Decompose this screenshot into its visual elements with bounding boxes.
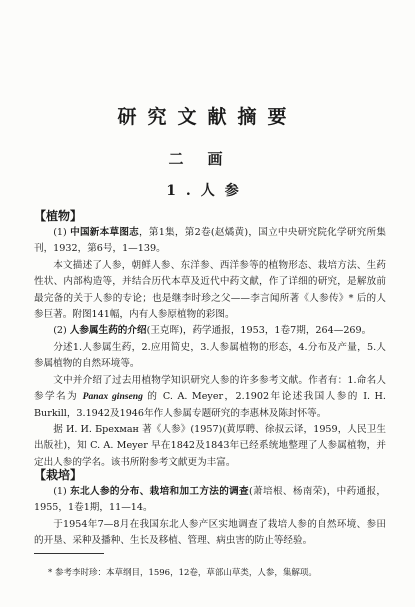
reference-2-title: 人参属生药的介绍 [69,325,147,336]
reference-1 [34,225,386,258]
section-heading-plant: 【植物】 [34,209,83,223]
abstract-2-references-part-a: 文中并介绍了过去用植物学知识研究人参的许多参考文献。作者有：1.命名人参学名为 [34,375,386,403]
reference-3-citation: (萧培根、杨南荣)，中药通报，1955，1卷1期，11—14。 [34,486,386,514]
entry-title: 1.人参 [166,183,249,199]
reference-1-citation: ，第1集，第2卷(赵燏黄)，国立中央研究院化学研究所集刊，1932，第6号，1—139。 [34,227,386,255]
page-title: 研究文献摘要 [117,106,298,128]
reference-3-title: 东北人参的分布、栽培和加工方法的调查 [70,486,249,497]
reference-1-title: 中国新本草图志 [70,227,140,238]
abstract-1: 本文描述了人参，朝鲜人参、东洋参、西洋参等的植物形态、栽培方法、生药性状、内部构造等，并结合历代本草及近代中药文献，作了详细的研究，是解放前最完备的关于人参的专论；也是继李时珍之父——李言闻所著《人参传》* 后的人参巨著。附图141幅，内有人参原植物的彩图。 [34,260,386,321]
reference-2 [34,323,386,339]
chapter-heading: 二画 [168,150,247,168]
reference-2-citation: (王克晖)，药学通报，1953，1卷7期，264—269。 [146,325,372,336]
scientific-name: Panax ginseng [82,391,143,403]
footnote-divider [34,553,104,554]
abstract-3: 于1954年7—8月在我国东北人参产区实地调查了栽培人参的自然环境、参田的开垦、采种及播种、生长及移植、管理、病虫害的防止等经验。 [34,519,386,547]
abstract-2-references-part-b: 的 C. A. Meyer，2.1902年论述我国人参的 I. H. Burkill，3.1942及1946年作人参属专题研究的李惠林及陈封怀等。 [34,391,386,419]
abstract-2-brekhman: 据 И. И. Брехман 著《人参》(1957)(黄厚聘、徐叔云译，1959，人民卫生出版社)，知 C. A. Meyer 早在1842及1843年已经系统地整理了人参属植物，并定出人参的学名。该书所附参考文献更为丰富。 [34,424,386,468]
reference-1-number: (1) [53,227,67,238]
footnote: * 参考李时珍：本草纲目，1596，12卷，草部山草类，人参，集解项。 [48,568,317,578]
section-heading-cultivation: 【栽培】 [34,468,83,482]
reference-3 [34,484,386,517]
abstract-2: 分述1.人参属生药，2.应用简史，3.人参属植物的形态，4.分布及产量，5.人参属植物的自然环境等。 [34,342,386,370]
abstract-2-references [34,373,386,422]
reference-3-number: (1) [53,486,67,497]
reference-2-number: (2) [53,325,67,336]
